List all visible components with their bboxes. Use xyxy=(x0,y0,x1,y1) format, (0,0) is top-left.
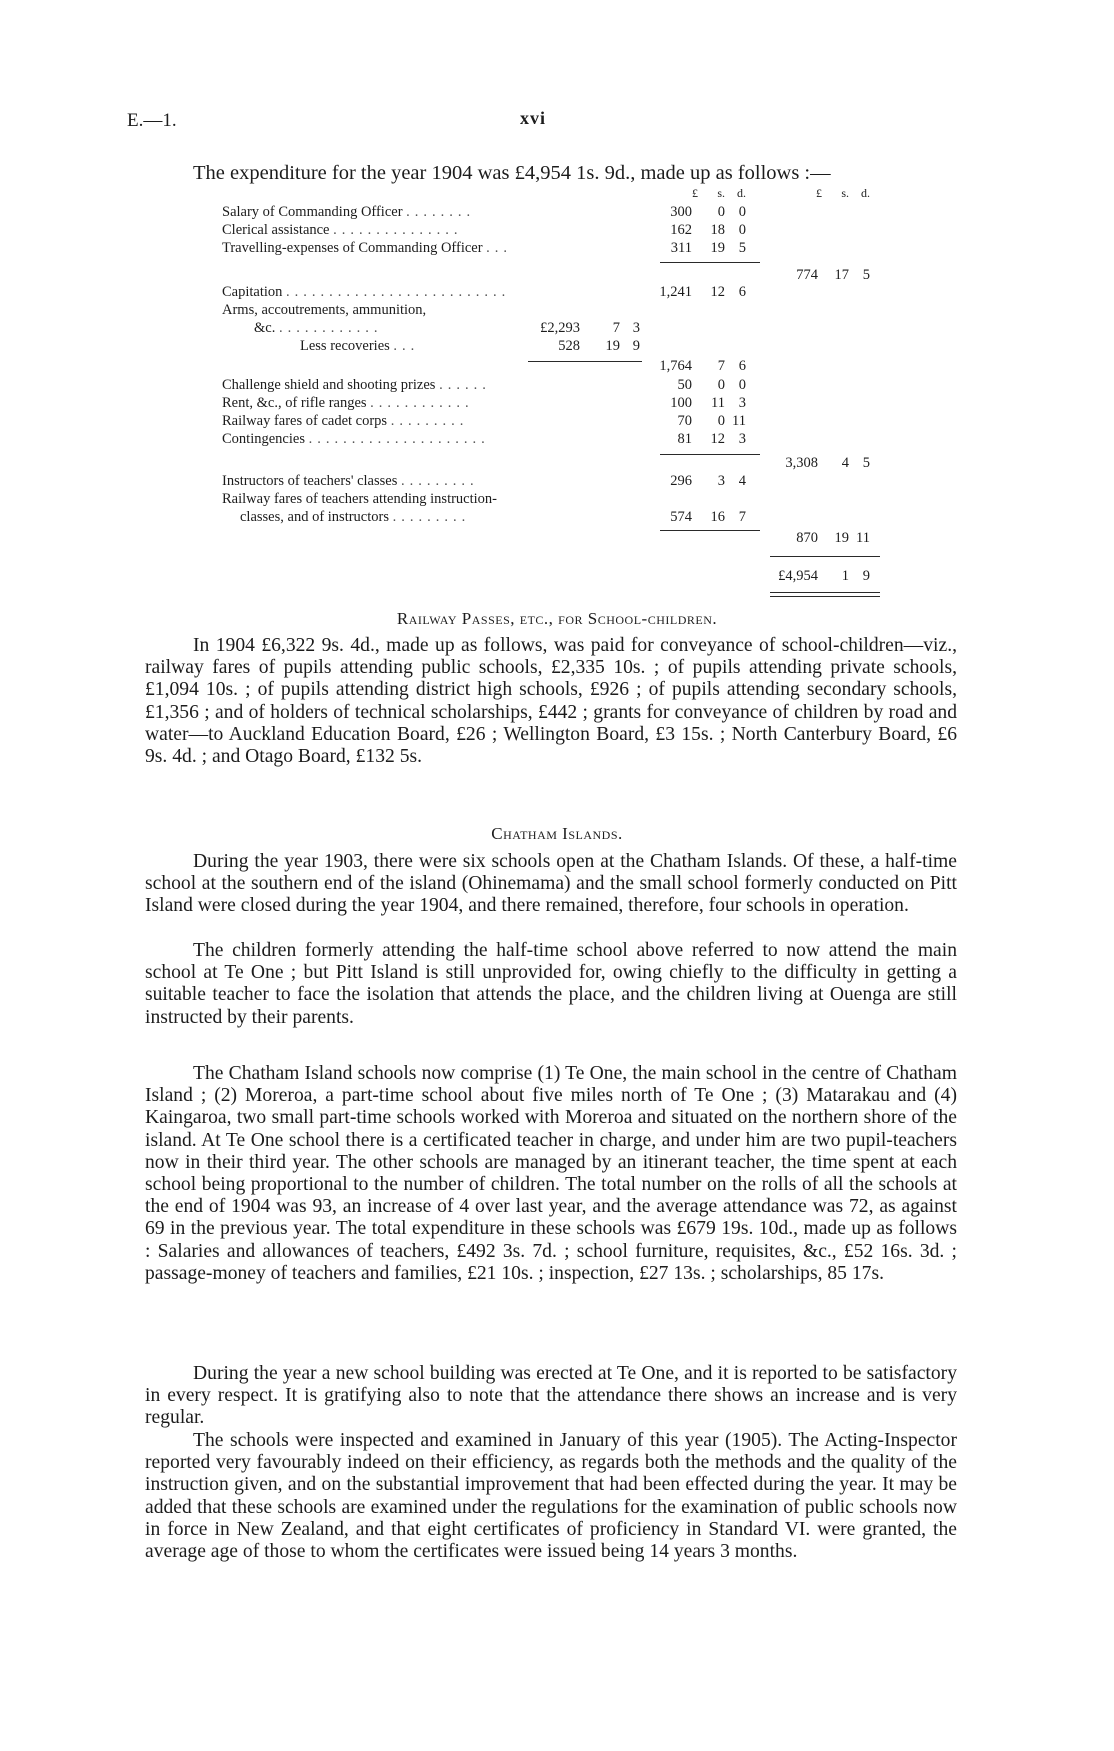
cell-pounds: 296 xyxy=(670,473,692,489)
cell-pounds: 528 xyxy=(558,338,580,354)
cell-pence: 6 xyxy=(738,358,746,374)
cell-shillings: 0 xyxy=(717,413,725,429)
chatham-paragraph-4: During the year a new school building was erected at Te One, and it is reported to be satisfactory in every respect. It is gratifying also to note that the attendance there shows an increase and is very regular. xyxy=(145,1363,957,1429)
row-label: Travelling-expenses of Commanding Officer ... xyxy=(222,240,513,256)
subtotal-shillings: 19 xyxy=(834,530,849,546)
subtotal-shillings: 4 xyxy=(841,455,849,471)
total-double-rule xyxy=(770,592,880,593)
cell-shillings: 0 xyxy=(717,377,725,393)
cell-pence: 7 xyxy=(738,509,746,525)
cell-shillings: 16 xyxy=(710,509,725,525)
cell-pence: 9 xyxy=(632,338,640,354)
cell-pence: 0 xyxy=(738,204,746,220)
cell-shillings: 19 xyxy=(710,240,725,256)
railway-section-title: Railway Passes, etc., for School-children. xyxy=(396,609,718,628)
unit-pounds-2: £ xyxy=(816,186,822,200)
cell-pounds: 70 xyxy=(677,413,692,429)
row-label: Salary of Commanding Officer ........ xyxy=(222,204,476,220)
row-label: Rent, &c., of rifle ranges ............ xyxy=(222,395,474,411)
total-shillings: 1 xyxy=(841,568,849,584)
row-label: Railway fares of teachers attending instruction- xyxy=(222,491,497,507)
cell-pounds: 311 xyxy=(670,240,692,256)
cell-pounds: 50 xyxy=(677,377,692,393)
cell-shillings: 12 xyxy=(710,431,725,447)
row-label: Less recoveries ... xyxy=(300,338,420,354)
page-number: xvi xyxy=(520,108,547,128)
cell-pence: 3 xyxy=(738,431,746,447)
row-label: Arms, accoutrements, ammunition, xyxy=(222,302,427,318)
cell-shillings: 18 xyxy=(710,222,725,238)
cell-pence: 4 xyxy=(738,473,746,489)
cell-pence: 11 xyxy=(732,413,746,429)
cell-shillings: 11 xyxy=(711,395,725,411)
unit-pounds-1: £ xyxy=(692,186,698,200)
cell-pounds: 1,764 xyxy=(659,358,692,374)
subtotal-shillings: 17 xyxy=(834,267,849,283)
cell-pounds: 162 xyxy=(670,222,692,238)
cell-shillings: 3 xyxy=(717,473,725,489)
chatham-paragraph-1: During the year 1903, there were six schools open at the Chatham Islands. Of these, a half-time school at the southern end of the island (Ohinemama) and the small school formerly conducted on Pitt Island were closed during the year 1904, and there remained, therefore, four schools in operation. xyxy=(145,851,957,917)
total-pence: 9 xyxy=(862,568,870,584)
cell-pounds: 300 xyxy=(670,204,692,220)
cell-shillings: 12 xyxy=(710,284,725,300)
cell-pence: 3 xyxy=(738,395,746,411)
sum-rule xyxy=(770,556,880,557)
unit-shillings-2: s. xyxy=(841,186,849,200)
cell-pounds: £2,293 xyxy=(540,320,580,336)
cell-pence: 3 xyxy=(632,320,640,336)
subtotal-pence: 11 xyxy=(856,530,870,546)
subtotal-pounds: 774 xyxy=(796,267,818,283)
expenditure-intro: The expenditure for the year 1904 was £4,954 1s. 9d., made up as follows :— xyxy=(193,162,831,184)
cell-shillings: 7 xyxy=(612,320,620,336)
sum-rule xyxy=(528,361,642,362)
subtotal-pence: 5 xyxy=(862,455,870,471)
sum-rule xyxy=(660,454,760,455)
row-label: Challenge shield and shooting prizes ...... xyxy=(222,377,491,393)
cell-pence: 6 xyxy=(738,284,746,300)
railway-paragraph: In 1904 £6,322 9s. 4d., made up as follows, was paid for conveyance of school-children—viz., railway fares of pupils attending public schools, £2,335 10s. ; of pupils attending private schools, £1,094 10s. ; of pupils attending district high schools, £926 ; of pupils attending secondary schools, £1,356 ; and of holders of technical scholarships, £442 ; grants for conveyance of children by road and water—to Auckland Education Board, £26 ; Wellington Board, £3 15s. ; North Canterbury Board, £6 9s. 4d. ; and Otago Board, £132 5s. xyxy=(145,635,957,768)
cell-pence: 5 xyxy=(738,240,746,256)
cell-pounds: 1,241 xyxy=(659,284,692,300)
unit-shillings-1: s. xyxy=(717,186,725,200)
chatham-section-title: Chatham Islands. xyxy=(491,824,623,843)
chatham-paragraph-2: The children formerly attending the half-time school above referred to now attend the main school at Te One ; but Pitt Island is still unprovided for, owing chiefly to the difficulty in getting a suitable teacher to face the isolation that attends the place, and the children living at Ouenga are still instructed by their parents. xyxy=(145,940,957,1028)
subtotal-pounds: 870 xyxy=(796,530,818,546)
cell-shillings: 0 xyxy=(717,204,725,220)
cell-pounds: 100 xyxy=(670,395,692,411)
subtotal-pounds: 3,308 xyxy=(785,455,818,471)
chatham-paragraph-5: The schools were inspected and examined in January of this year (1905). The Acting-Inspector reported very favourably indeed on their efficiency, as regards both the methods and the quality of the instruction given, and on the substantial improvement that had been effected during the year. It may be added that these schools are examined under the regulations for the examination of public schools now in force in New Zealand, and that eight certificates of proficiency in Standard VI. were granted, the average age of those to whom the certificates were issued being 14 years 3 months. xyxy=(145,1430,957,1563)
sum-rule xyxy=(660,262,760,263)
unit-pence-2: d. xyxy=(861,186,870,200)
row-label-cont: classes, and of instructors ......... xyxy=(240,509,471,525)
subtotal-pence: 5 xyxy=(862,267,870,283)
cell-shillings: 19 xyxy=(605,338,620,354)
row-label: Clerical assistance ............... xyxy=(222,222,463,238)
sum-rule xyxy=(660,530,760,531)
chatham-paragraph-3: The Chatham Island schools now comprise (1) Te One, the main school in the centre of Chatham Island ; (2) Moreroa, a part-time school about five miles north of Te One ; (3) Matarakau and (4) Kaingaroa, two small part-time schools worked with Moreroa and situated on the northern shore of the island. At Te One school there is a certificated teacher in charge, and under him are two pupil-teachers now in their third year. The other schools are managed by an itinerant teacher, the time spent at each school being proportional to the number of children. The total number on the rolls of all the schools at the end of 1904 was 93, an increase of 4 over last year, and the average attendance was 72, as against 69 in the previous year. The total expenditure in these schools was £679 19s. 10d., made up as follows : Salaries and allowances of teachers, £492 3s. 7d. ; school furniture, requisites, &c., £52 16s. 3d. ; passage-money of teachers and families, £21 10s. ; inspection, £27 13s. ; scholarships, 85 17s. xyxy=(145,1063,957,1284)
total-pounds: £4,954 xyxy=(778,568,818,584)
cell-pence: 0 xyxy=(738,222,746,238)
unit-pence-1: d. xyxy=(737,186,746,200)
row-label-cont: &c. ............ xyxy=(254,320,383,336)
row-label: Instructors of teachers' classes ......... xyxy=(222,473,479,489)
cell-shillings: 7 xyxy=(717,358,725,374)
row-label: Railway fares of cadet corps ......... xyxy=(222,413,469,429)
cell-pence: 0 xyxy=(738,377,746,393)
row-label: Capitation .......................... xyxy=(222,284,511,300)
cell-pounds: 81 xyxy=(677,431,692,447)
doc-reference: E.—1. xyxy=(127,110,177,131)
row-label: Contingencies ..................... xyxy=(222,431,490,447)
cell-pounds: 574 xyxy=(670,509,692,525)
total-double-rule xyxy=(770,596,880,597)
